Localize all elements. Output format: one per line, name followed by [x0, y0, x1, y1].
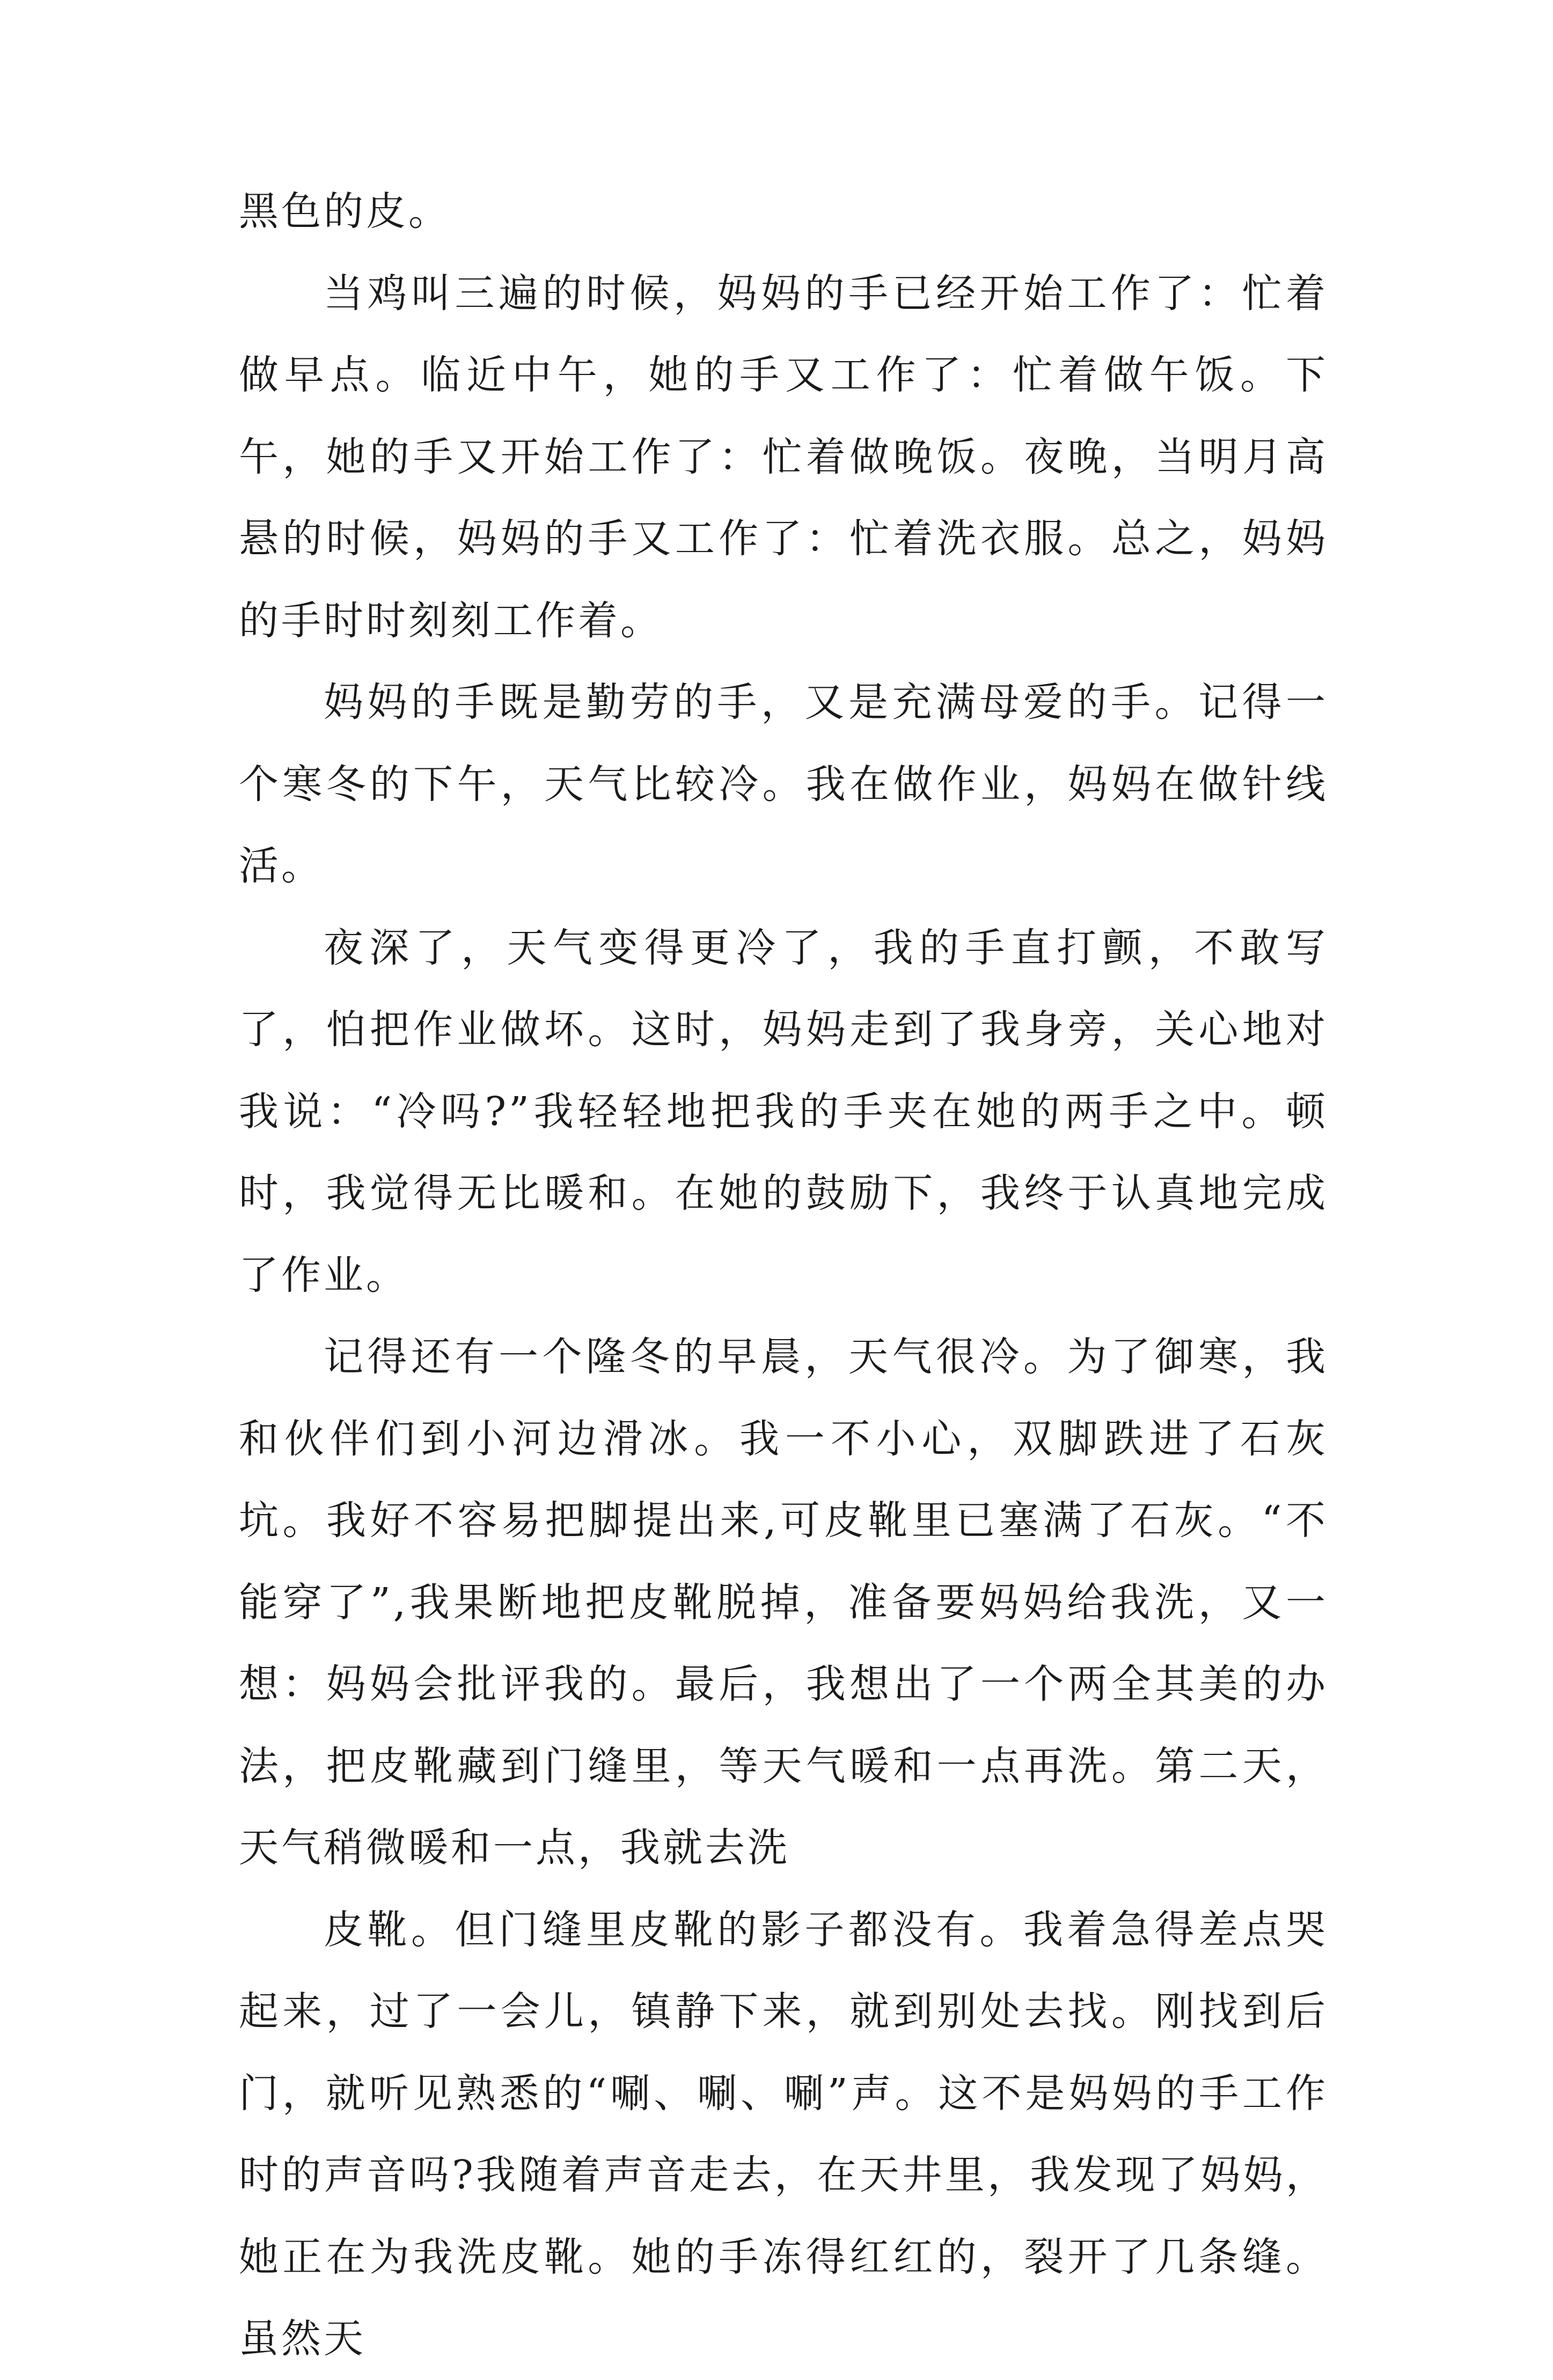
paragraph-5: 记得还有一个隆冬的早晨，天气很冷。为了御寒，我和伙伴们到小河边滑冰。我一不小心，双脚跌进了石灰坑。我好不容易把脚提出来,可皮靴里已塞满了石灰。“不能穿了”,我果断地把皮靴脱掉，准备要妈妈给我洗，又一想：妈妈会批评我的。最后，我想出了一个两全其美的办法，把皮靴藏到门缝里，等天气暖和一点再洗。第二天，天气稍微暖和一点，我就去洗: [239, 1334, 1328, 1871]
paragraph-6: 皮靴。但门缝里皮靴的影子都没有。我着急得差点哭起来，过了一会儿，镇静下来，就到别处去找。刚找到后门，就听见熟悉的“唰、唰、唰”声。这不是妈妈的手工作时的声音吗?我随着声音走去，在天井里，我发现了妈妈，她正在为我洗皮靴。她的手冻得红红的，裂开了几条缝。虽然天: [239, 1906, 1328, 2362]
paragraph-4: 夜深了，天气变得更冷了，我的手直打颤，不敢写了，怕把作业做坏。这时，妈妈走到了我身旁，关心地对我说：“冷吗?”我轻轻地把我的手夹在她的两手之中。顿时，我觉得无比暖和。在她的鼓励下，我终于认真地完成了作业。: [239, 924, 1328, 1298]
body-text: [239, 171, 1328, 2380]
paragraph-2: 当鸡叫三遍的时候，妈妈的手已经开始工作了：忙着做早点。临近中午，她的手又工作了：忙着做午饭。下午，她的手又开始工作了：忙着做晚饭。夜晚，当明月高悬的时候，妈妈的手又工作了：忙着洗衣服。总之，妈妈的手时时刻刻工作着。: [239, 270, 1328, 644]
paragraph-3: 妈妈的手既是勤劳的手，又是充满母爱的手。记得一个寒冬的下午，天气比较冷。我在做作业，妈妈在做针线活。: [239, 679, 1328, 889]
paragraph-1: 黑色的皮。: [239, 188, 451, 234]
